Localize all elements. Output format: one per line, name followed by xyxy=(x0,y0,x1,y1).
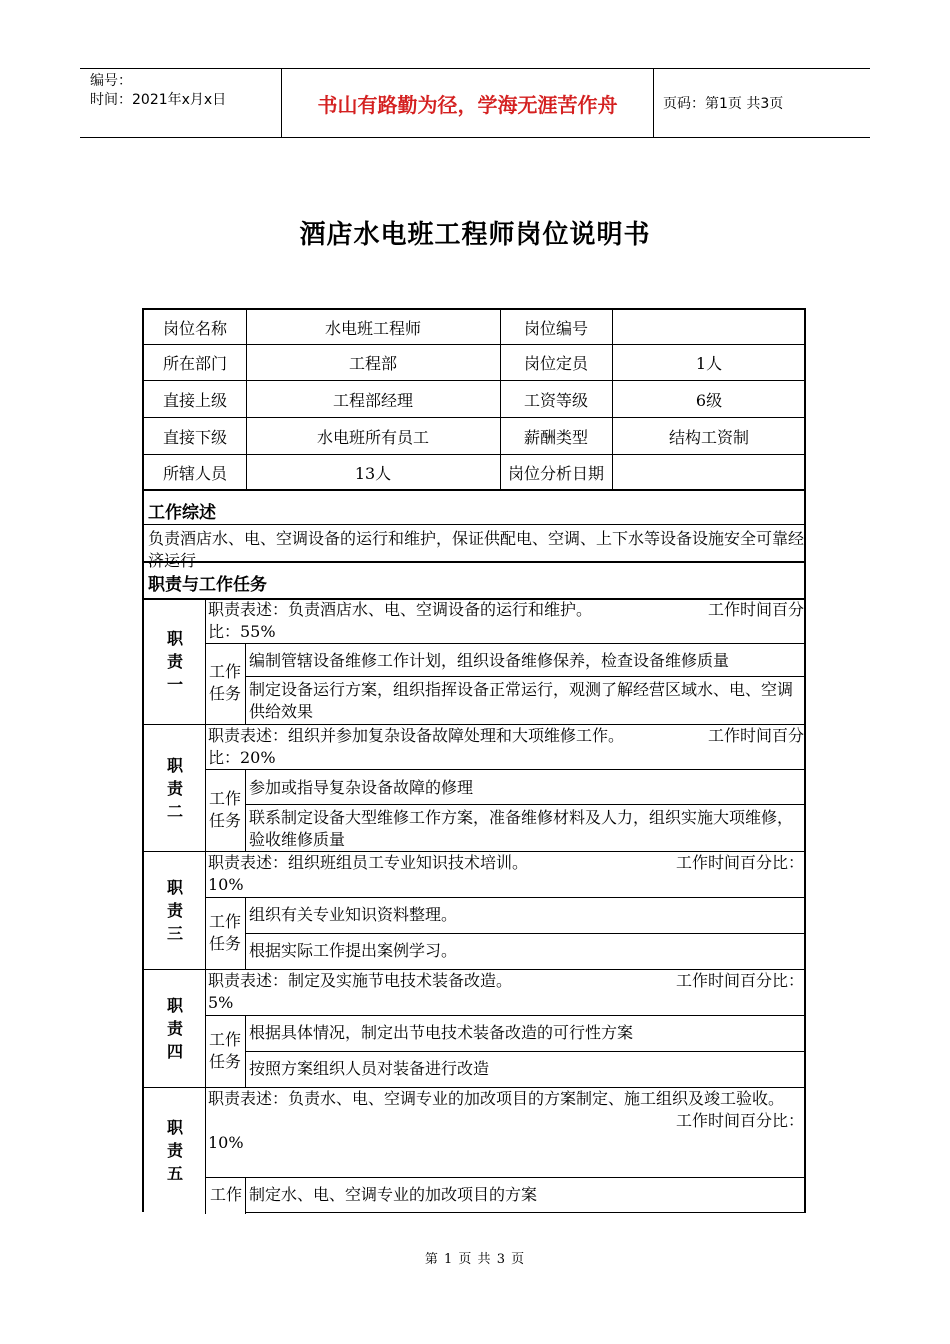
duty-time-percent: 比：55% xyxy=(208,622,276,641)
duty-statement: 职责表述：组织并参加复杂设备故障处理和大项维修工作。 xyxy=(208,726,625,745)
info-value: 13人 xyxy=(354,463,392,483)
task-item: 制定设备运行方案，组织指挥设备正常运行，观测了解经营区域水、电、空调供给效果 xyxy=(249,680,794,721)
duty-time-label: 工作时间百分 xyxy=(707,726,804,745)
duty-label: 职 责 一 xyxy=(166,629,183,694)
duty-time-label: 工作时间百分比： xyxy=(675,1111,804,1130)
page-footer: 第 1 页 共 3 页 xyxy=(424,1252,526,1267)
duty-label: 职 责 五 xyxy=(166,1118,183,1183)
info-value: 6级 xyxy=(695,390,723,410)
info-label: 岗位定员 xyxy=(523,354,588,373)
info-value xyxy=(612,455,806,489)
header-motto: 书山有路勤为径，学海无涯苦作舟 xyxy=(282,69,654,137)
info-label: 直接上级 xyxy=(162,390,227,410)
duties-heading: 职责与工作任务 xyxy=(148,575,267,595)
task-item: 参加或指导复杂设备故障的修理 xyxy=(249,778,474,797)
duty-label: 职 责 二 xyxy=(166,756,183,821)
info-value: 1人 xyxy=(695,354,723,373)
duty-statement-block xyxy=(208,970,804,1014)
duty-statement-block xyxy=(208,599,804,643)
info-label: 岗位编号 xyxy=(523,318,588,338)
duty-statement: 职责表述：负责酒店水、电、空调设备的运行和维护。 xyxy=(208,600,593,619)
summary-text: 负责酒店水、电、空调设备的运行和维护，保证供配电、空调、上下水等设备设施安全可靠经济运行 xyxy=(148,529,805,570)
info-label: 所辖人员 xyxy=(162,463,227,483)
number-label: 编号： xyxy=(90,73,132,89)
duty-time-label: 工作时间百分 xyxy=(707,600,804,619)
duty-statement: 职责表述：制定及实施节电技术装备改造。 xyxy=(208,971,513,990)
info-label: 直接下级 xyxy=(162,427,227,447)
task-label: 工作 任务 xyxy=(208,912,241,953)
duty-statement-block xyxy=(208,725,804,769)
duty-statement-block xyxy=(208,1088,804,1154)
task-label: 工作 任务 xyxy=(208,789,241,830)
duty-time-label: 工作时间百分比： xyxy=(675,853,804,872)
duty-time-percent: 10% xyxy=(208,875,244,894)
task-item: 组织有关专业知识资料整理。 xyxy=(249,905,458,924)
job-description-table xyxy=(142,308,806,1212)
info-value xyxy=(612,310,806,344)
task-label: 工作 任务 xyxy=(208,1030,241,1071)
summary-heading: 工作综述 xyxy=(148,503,216,523)
duty-statement: 职责表述：负责水、电、空调专业的加改项目的方案制定、施工组织及竣工验收。 xyxy=(208,1089,785,1108)
info-label: 所在部门 xyxy=(162,354,227,373)
duty-statement: 职责表述：组织班组员工专业知识技术培训。 xyxy=(208,853,529,872)
task-label: 工作 任务 xyxy=(208,662,241,703)
duty-time-label: 工作时间百分比： xyxy=(675,971,804,990)
page-title: 酒店水电班工程师岗位说明书 xyxy=(299,220,651,250)
duty-time-percent: 10% xyxy=(208,1133,244,1152)
task-item: 联系制定设备大型维修工作方案，准备维修材料及人力，组织实施大项维修，验收维修质量 xyxy=(249,808,794,849)
duty-time-percent: 比：20% xyxy=(208,748,276,767)
task-item: 根据实际工作提出案例学习。 xyxy=(249,941,458,960)
header-page-info: 页码：第1页 共3页 xyxy=(663,96,784,112)
info-value: 水电班工程师 xyxy=(324,318,421,338)
header-meta xyxy=(80,69,282,137)
document-header xyxy=(80,68,870,138)
info-label: 工资等级 xyxy=(523,390,588,410)
info-label: 岗位名称 xyxy=(162,318,227,338)
task-item: 按照方案组织人员对装备进行改造 xyxy=(249,1059,490,1078)
duty-time-percent: 5% xyxy=(208,993,234,1012)
task-label: 工作 xyxy=(209,1185,242,1204)
info-label: 薪酬类型 xyxy=(523,427,588,447)
info-value: 结构工资制 xyxy=(668,427,749,447)
task-item: 制定水、电、空调专业的加改项目的方案 xyxy=(249,1185,538,1204)
time-label: 时间：2021年x月x日 xyxy=(90,92,227,108)
info-value: 工程部经理 xyxy=(332,390,413,410)
duty-label: 职 责 四 xyxy=(166,996,183,1061)
info-value: 工程部 xyxy=(348,354,397,373)
info-value: 水电班所有员工 xyxy=(316,427,429,447)
info-label: 岗位分析日期 xyxy=(507,463,604,483)
duty-label: 职 责 三 xyxy=(166,878,183,943)
task-item: 根据具体情况，制定出节电技术装备改造的可行性方案 xyxy=(249,1023,634,1042)
task-item: 编制管辖设备维修工作计划，组织设备维修保养，检查设备维修质量 xyxy=(249,651,730,670)
duty-statement-block xyxy=(208,852,804,896)
